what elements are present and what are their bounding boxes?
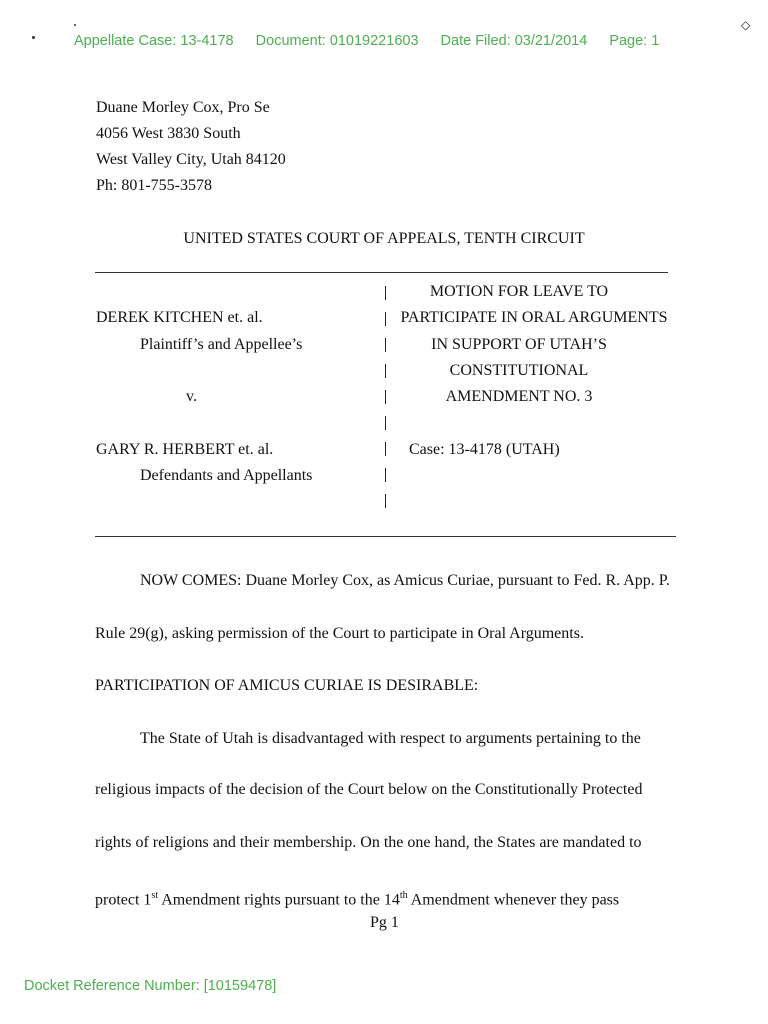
versus: v. [186,388,197,405]
ordinal-superscript: st [151,890,159,901]
caption-divider [385,364,386,378]
diamond-icon: ◇ [741,18,751,32]
defendant-name: GARY R. HERBERT et. al. [96,441,274,458]
motion-title-line: MOTION FOR LEAVE TO [429,283,609,300]
sender-city: West Valley City, Utah 84120 [96,151,286,168]
header-case: Appellate Case: 13-4178 [74,33,234,49]
ordinal-superscript: th [399,890,408,901]
scan-artifact [32,36,35,39]
caption-divider [385,494,386,508]
body-text: Amendment whenever they pass [407,891,620,909]
motion-title-line: IN SUPPORT OF UTAH’S [431,336,607,353]
motion-title-line: AMENDMENT NO. 3 [445,388,593,405]
page-number: Pg 1 [370,914,399,931]
header-date-filed: Date Filed: 03/21/2014 [440,33,588,49]
filing-header [74,33,677,49]
body-line: The State of Utah is disadvantaged with respect to arguments pertaining to the [140,730,641,747]
case-number: Case: 13-4178 (UTAH) [409,441,560,458]
body-line: NOW COMES: Duane Morley Cox, as Amicus Curiae, pursuant to Fed. R. App. P. [140,572,670,589]
sender-name: Duane Morley Cox, Pro Se [96,99,270,116]
caption-divider [385,286,386,300]
caption-divider [385,468,386,482]
header-document: Document: 01019221603 [255,33,419,49]
caption-top-rule [95,272,668,273]
caption-divider [385,416,386,430]
scan-artifact [74,24,76,26]
body-line: Rule 29(g), asking permission of the Court to participate in Oral Arguments. [95,625,584,642]
plaintiff-role: Plaintiff’s and Appellee’s [140,336,303,353]
section-heading: PARTICIPATION OF AMICUS CURIAE IS DESIRABLE: [95,677,479,694]
motion-title-line: CONSTITUTIONAL [449,362,589,379]
caption-divider [385,390,386,404]
caption-divider [385,338,386,352]
sender-street: 4056 West 3830 South [96,125,241,142]
court-title: UNITED STATES COURT OF APPEALS, TENTH CIRCUIT [183,230,585,247]
body-text: protect 1 [95,891,152,909]
body-line: religious impacts of the decision of the Court below on the Constitutionally Protected [95,781,643,798]
motion-title-line: PARTICIPATE IN ORAL ARGUMENTS [400,309,668,326]
caption-bottom-rule [95,536,676,537]
sender-phone: Ph: 801-755-3578 [96,177,212,194]
caption-divider [385,442,386,456]
defendant-role: Defendants and Appellants [140,467,313,484]
body-line [95,887,619,909]
body-text: Amendment rights pursuant to the 14 [158,891,400,909]
plaintiff-name: DEREK KITCHEN et. al. [96,309,263,326]
docket-reference: Docket Reference Number: [10159478] [24,978,277,994]
body-line: rights of religions and their membership. On the one hand, the States are mandated to [95,834,642,851]
header-page: Page: 1 [609,33,660,49]
caption-divider [385,312,386,326]
